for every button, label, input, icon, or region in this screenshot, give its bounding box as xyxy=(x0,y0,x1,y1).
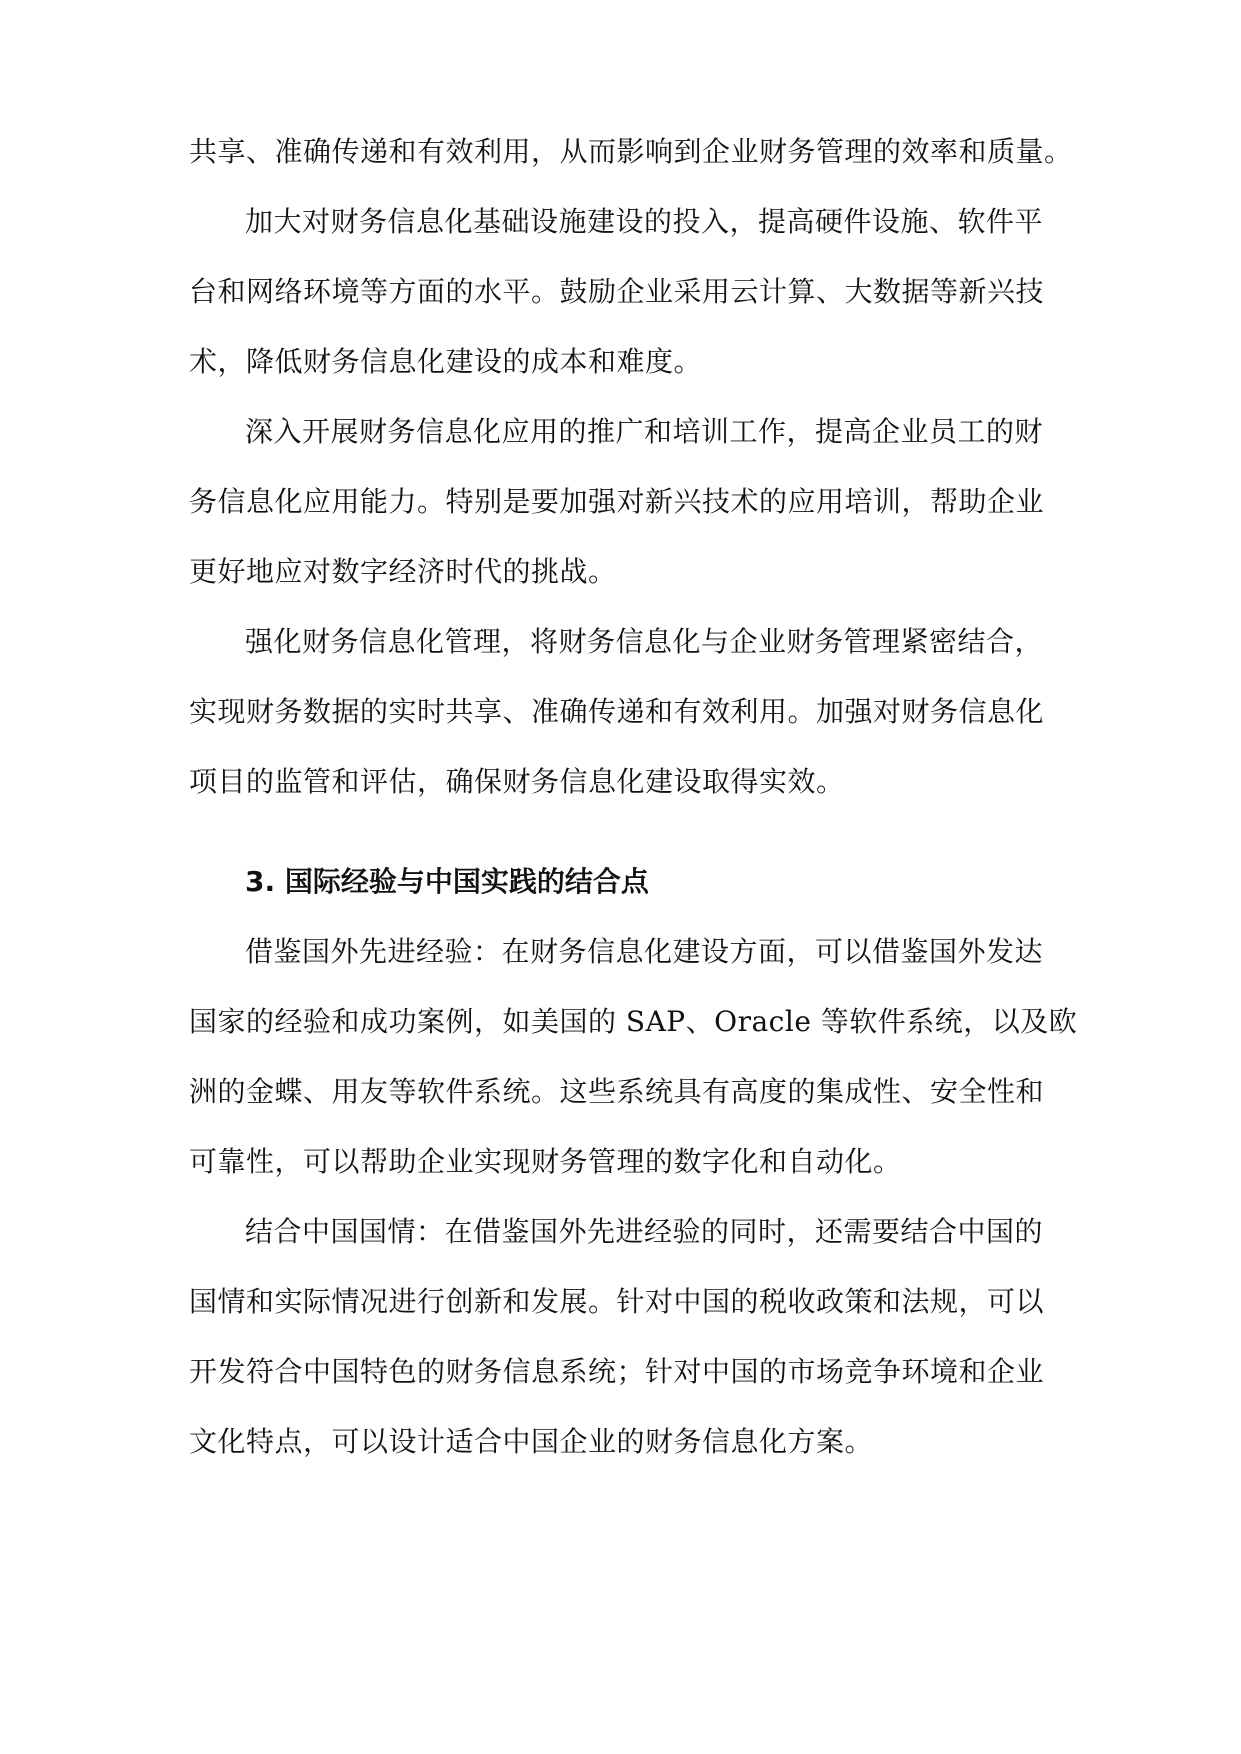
paragraph-line: 文化特点，可以设计适合中国企业的财务信息化方案。 xyxy=(189,1425,874,1458)
paragraph-line: 结合中国国情：在借鉴国外先进经验的同时，还需要结合中国的 xyxy=(245,1215,1044,1248)
paragraph-line: 实现财务数据的实时共享、准确传递和有效利用。加强对财务信息化 xyxy=(189,695,1045,728)
section-heading: 3. 国际经验与中国实践的结合点 xyxy=(245,865,649,898)
paragraph-line: 国情和实际情况进行创新和发展。针对中国的税收政策和法规，可以 xyxy=(189,1285,1045,1318)
paragraph-line: 可靠性，可以帮助企业实现财务管理的数字化和自动化。 xyxy=(189,1145,902,1178)
paragraph-line: 开发符合中国特色的财务信息系统；针对中国的市场竞争环境和企业 xyxy=(189,1355,1045,1388)
paragraph-line: 借鉴国外先进经验：在财务信息化建设方面，可以借鉴国外发达 xyxy=(245,935,1044,968)
paragraph-line: 务信息化应用能力。特别是要加强对新兴技术的应用培训，帮助企业 xyxy=(189,485,1045,518)
paragraph-line: 术，降低财务信息化建设的成本和难度。 xyxy=(189,345,703,378)
paragraph-line: 洲的金蝶、用友等软件系统。这些系统具有高度的集成性、安全性和 xyxy=(189,1075,1045,1108)
paragraph-line: 共享、准确传递和有效利用，从而影响到企业财务管理的效率和质量。 xyxy=(189,135,1073,168)
paragraph-line: 深入开展财务信息化应用的推广和培训工作，提高企业员工的财 xyxy=(245,415,1044,448)
paragraph-line: 国家的经验和成功案例，如美国的 SAP、Oracle 等软件系统，以及欧 xyxy=(189,1005,1078,1038)
paragraph-line: 加大对财务信息化基础设施建设的投入，提高硬件设施、软件平 xyxy=(245,205,1044,238)
paragraph-line: 项目的监管和评估，确保财务信息化建设取得实效。 xyxy=(189,765,845,798)
paragraph-line: 台和网络环境等方面的水平。鼓励企业采用云计算、大数据等新兴技 xyxy=(189,275,1045,308)
paragraph-line: 更好地应对数字经济时代的挑战。 xyxy=(189,555,617,588)
paragraph-line: 强化财务信息化管理，将财务信息化与企业财务管理紧密结合， xyxy=(245,625,1044,658)
